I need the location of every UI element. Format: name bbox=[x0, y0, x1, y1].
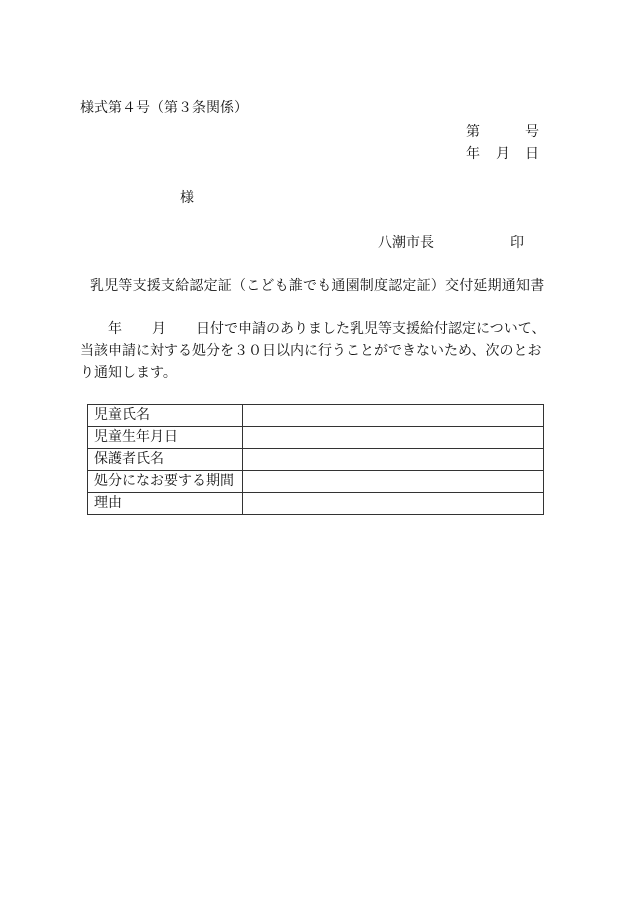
document-number-label: 第 bbox=[466, 124, 480, 140]
table-row bbox=[88, 493, 544, 515]
info-table bbox=[87, 404, 544, 515]
document-title: 乳児等支援支給認定証（こども誰でも通園制度認定証）交付延期通知書 bbox=[90, 278, 545, 294]
date-year-label: 年 bbox=[466, 146, 480, 162]
date-day-label: 日 bbox=[525, 146, 539, 162]
date-month-label: 月 bbox=[496, 146, 510, 162]
table-row bbox=[88, 427, 544, 449]
row-value-child-name bbox=[243, 405, 544, 427]
row-label-guardian-name: 保護者氏名 bbox=[88, 449, 243, 471]
row-value-child-birthdate bbox=[243, 427, 544, 449]
addressee-honorific: 様 bbox=[180, 190, 194, 206]
body-paragraph bbox=[80, 318, 550, 384]
row-label-child-name: 児童氏名 bbox=[88, 405, 243, 427]
seal-mark: 印 bbox=[510, 235, 524, 251]
body-line-1 bbox=[80, 318, 550, 340]
sender-name: 八潮市長 bbox=[378, 235, 434, 251]
body-year-label: 年 bbox=[108, 321, 122, 337]
row-label-required-period: 処分になお要する期間 bbox=[88, 471, 243, 493]
body-line-1-text: 日付で申請のありました乳児等支援給付認定について、 bbox=[196, 321, 546, 337]
body-month-label: 月 bbox=[152, 321, 166, 337]
row-label-reason: 理由 bbox=[88, 493, 243, 515]
table-row bbox=[88, 449, 544, 471]
document-number-suffix: 号 bbox=[525, 124, 539, 140]
table-row bbox=[88, 405, 544, 427]
row-value-guardian-name bbox=[243, 449, 544, 471]
row-value-required-period bbox=[243, 471, 544, 493]
form-number: 様式第４号（第３条関係） bbox=[80, 100, 248, 116]
table-row bbox=[88, 471, 544, 493]
body-line-3: り通知します。 bbox=[80, 365, 177, 381]
body-line-2: 当該申請に対する処分を３０日以内に行うことができないため、次のとお bbox=[80, 343, 542, 359]
row-label-child-birthdate: 児童生年月日 bbox=[88, 427, 243, 449]
row-value-reason bbox=[243, 493, 544, 515]
